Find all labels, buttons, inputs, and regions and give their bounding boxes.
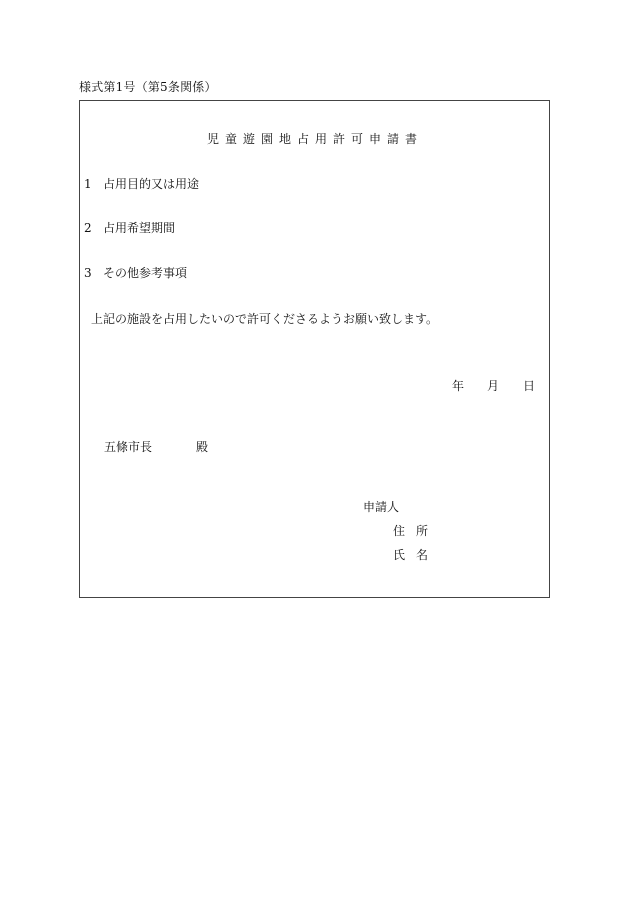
date-month-label: 月 — [487, 379, 500, 393]
addressee-honorific: 殿 — [196, 440, 209, 454]
applicant-address-label: 住所 — [393, 524, 440, 538]
applicant-name-label: 氏名 — [393, 548, 440, 562]
date-day-label: 日 — [523, 379, 536, 393]
form-number-label: 様式第1号（第5条関係） — [79, 80, 217, 94]
item-label: その他参考事項 — [103, 266, 188, 280]
item-number: 3 — [84, 266, 92, 280]
item-number: 1 — [84, 177, 92, 191]
addressee-name: 五條市長 — [104, 440, 153, 454]
applicant-heading: 申請人 — [363, 500, 400, 514]
request-statement: 上記の施設を占用したいので許可くださるようお願い致します。 — [91, 312, 439, 326]
date-year-label: 年 — [452, 379, 465, 393]
item-other-notes — [84, 264, 187, 281]
item-label: 占用希望期間 — [103, 221, 176, 235]
form-title: 児童遊園地占用許可申請書 — [206, 132, 423, 146]
item-period — [84, 219, 175, 236]
item-number: 2 — [84, 221, 92, 235]
item-purpose — [84, 175, 199, 192]
item-label: 占用目的又は用途 — [103, 177, 200, 191]
